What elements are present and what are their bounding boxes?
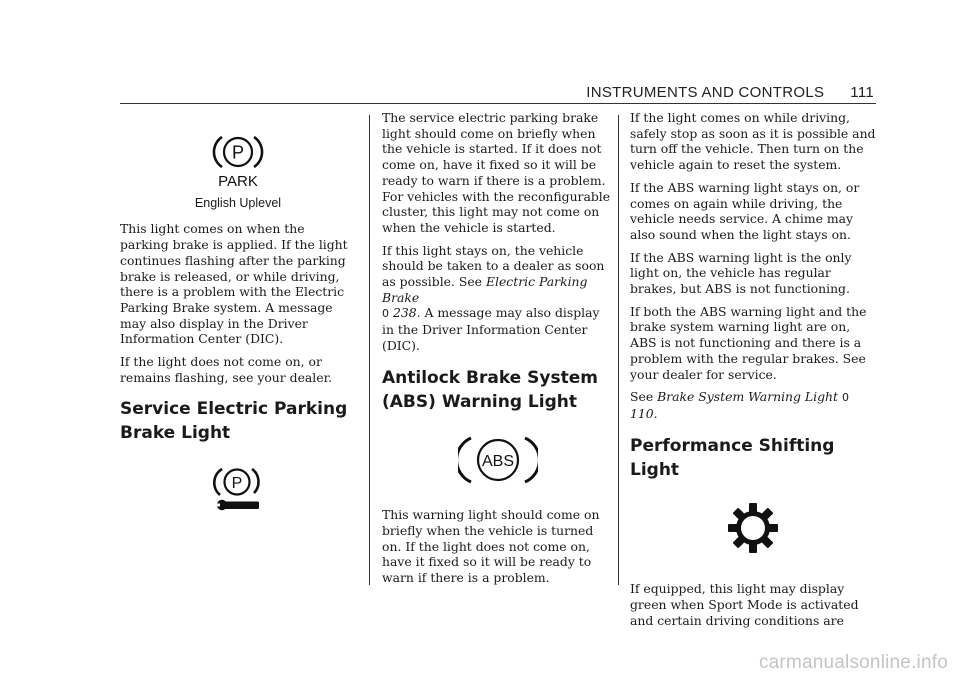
park-brake-icon xyxy=(120,130,356,192)
paragraph: This warning light should come on briefly when the vehicle is turned on. If the light does not come on, have it fixed so it will be ready to warn if there is a problem. xyxy=(382,507,600,586)
column-1 xyxy=(120,110,356,519)
page-number: 111 xyxy=(850,84,874,101)
cross-reference-link[interactable]: Electric Parking Brake xyxy=(382,274,588,305)
svg-text:P: P xyxy=(231,142,245,163)
section-heading: Antilock Brake System (ABS) Warning Light xyxy=(382,367,598,412)
park-icon-label: PARK xyxy=(218,173,258,188)
paragraph: If the light does not come on, or remains flashing, see your dealer. xyxy=(120,354,333,385)
abs-icon-label: ABS xyxy=(481,452,515,470)
paragraph: If this light stays on, the vehicle should be taken to a dealer as soon as possible. See Electric Parking Brake 0 238. A message may also display in the Driver Information Center (DIC). xyxy=(382,242,605,353)
paragraph: If the ABS warning light is the only light on, the vehicle has regular brakes, but ABS is not functioning. xyxy=(630,249,852,297)
performance-shifting-gear-icon xyxy=(630,500,876,560)
paragraph: If equipped, this light may display green when Sport Mode is activated and certain driving conditions are xyxy=(630,581,859,628)
page-ref-icon: 0 xyxy=(382,307,389,321)
cross-reference-link[interactable]: Brake System Warning Light xyxy=(657,389,838,405)
page-ref[interactable]: 110 xyxy=(630,405,654,421)
watermark: carmanualsonline.info xyxy=(758,652,948,673)
running-header xyxy=(586,84,874,101)
paragraph: The service electric parking brake light should come on briefly when the vehicle is started. If it does not come on, have it fixed so it will be ready to warn if there is a problem. For vehicles with the reconfigurable cluster, this light may not come on when the vehicle is started. xyxy=(382,110,611,235)
service-parking-brake-icon xyxy=(120,465,356,519)
icon-caption: English Uplevel xyxy=(194,195,282,210)
section-heading: Service Electric Parking Brake Light xyxy=(120,399,348,444)
section-heading: Performance Shifting Light xyxy=(630,435,835,480)
column-divider xyxy=(369,115,370,585)
paragraph: This light comes on when the parking brake is applied. If the light continues flashing after the parking brake is released, or while driving, there is a problem with the Electric Parking Brake system. A message may also display in the Driver Information Center (DIC). xyxy=(120,221,348,347)
abs-warning-icon xyxy=(382,434,614,490)
header-rule xyxy=(120,103,876,104)
paragraph: See Brake System Warning Light 0 110. xyxy=(630,389,849,421)
paragraph: If both the ABS warning light and the brake system warning light are on, ABS is not functioning and there is a problem with the regular brakes. See your dealer for service. xyxy=(630,303,867,382)
section-title: INSTRUMENTS AND CONTROLS xyxy=(586,84,825,101)
service-icon-letter: P xyxy=(231,475,243,493)
page-ref-icon: 0 xyxy=(841,391,849,405)
column-divider xyxy=(618,115,619,585)
page-ref[interactable]: 238 xyxy=(392,305,417,321)
paragraph: If the light comes on while driving, safely stop as soon as it is possible and turn off the vehicle. Then turn on the vehicle again to reset the system. xyxy=(630,110,876,173)
column-2 xyxy=(382,110,614,593)
paragraph: If the ABS warning light stays on, or comes on again while driving, the vehicle needs service. A chime may also sound when the light stays on. xyxy=(630,179,860,242)
column-3 xyxy=(630,110,876,635)
